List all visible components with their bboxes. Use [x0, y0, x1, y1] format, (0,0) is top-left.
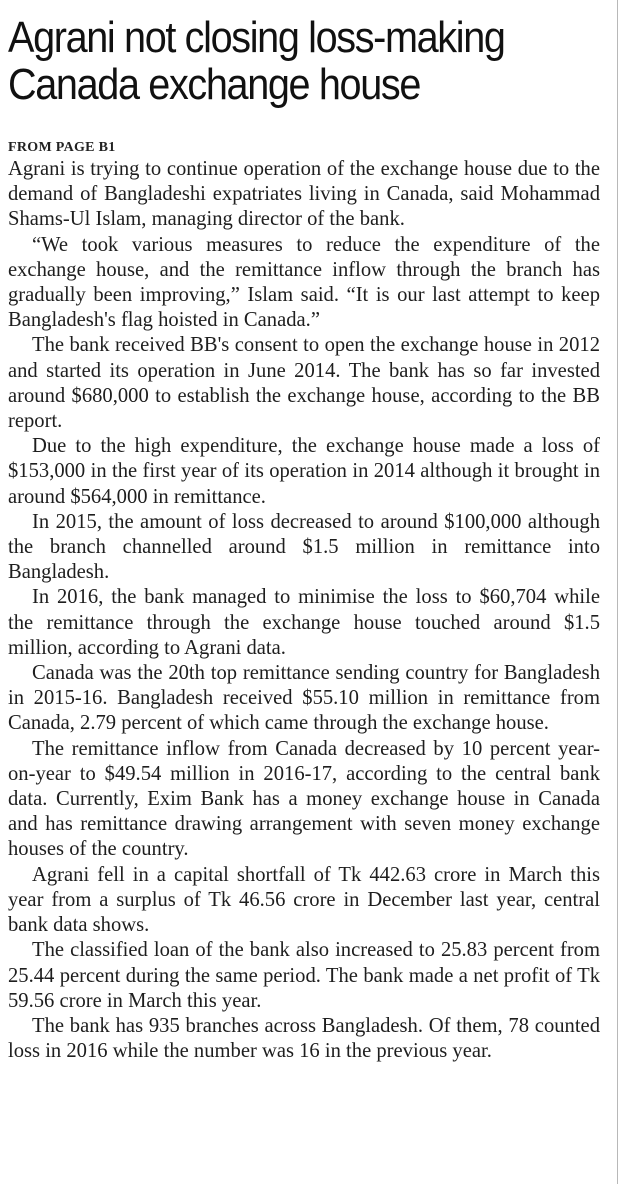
article-body: [8, 157, 600, 1064]
paragraph-8: The remittance inflow from Canada decreased by 10 percent year-on-year to $49.54 million in 2016-17, according to the central bank data. Currently, Exim Bank has a money exchange house in Canada and has remittance drawing arrangement with seven money exchange houses of the country.: [8, 737, 600, 861]
paragraph-11: The bank has 935 branches across Bangladesh. Of them, 78 counted loss in 2016 while the number was 16 in the previous year.: [8, 1014, 600, 1063]
paragraph-1: Agrani is trying to continue operation of the exchange house due to the demand of Bangladeshi expatriates living in Canada, said Mohammad Shams-Ul Islam, managing director of the bank.: [8, 158, 600, 231]
jump-line: FROM PAGE B1: [8, 140, 116, 155]
headline: [8, 14, 593, 108]
column-divider: [617, 0, 618, 1184]
paragraph-3: The bank received BB's consent to open the exchange house in 2012 and started its operation in June 2014. The bank has so far invested around $680,000 to establish the exchange house, according to the BB report.: [8, 334, 600, 433]
headline-line-2: Canada exchange house: [8, 60, 421, 109]
paragraph-9: Agrani fell in a capital shortfall of Tk 442.63 crore in March this year from a surplus of Tk 46.56 crore in December last year, central bank data shows.: [8, 863, 600, 937]
headline-line-1: Agrani not closing loss-making: [8, 13, 505, 62]
paragraph-6: In 2016, the bank managed to minimise the loss to $60,704 while the remittance through the exchange house touched around $1.5 million, according to Agrani data.: [8, 586, 600, 659]
paragraph-5: In 2015, the amount of loss decreased to around $100,000 although the branch channelled around $1.5 million in remittance into Bangladesh.: [8, 510, 600, 584]
article-column: [8, 14, 600, 1064]
paragraph-4: Due to the high expenditure, the exchange house made a loss of $153,000 in the first year of its operation in 2014 although it brought in around $564,000 in remittance.: [8, 435, 600, 508]
paragraph-7: Canada was the 20th top remittance sending country for Bangladesh in 2015-16. Bangladesh received $55.10 million in remittance from Canada, 2.79 percent of which came through the exchange house.: [8, 662, 600, 735]
paragraph-2: “We took various measures to reduce the expenditure of the exchange house, and the remittance inflow through the branch has gradually been improving,” Islam said. “It is our last attempt to keep Bangladesh's flag hoisted in Canada.”: [8, 233, 600, 332]
paragraph-10: The classified loan of the bank also increased to 25.83 percent from 25.44 percent during the same period. The bank made a net profit of Tk 59.56 crore in March this year.: [8, 939, 600, 1012]
